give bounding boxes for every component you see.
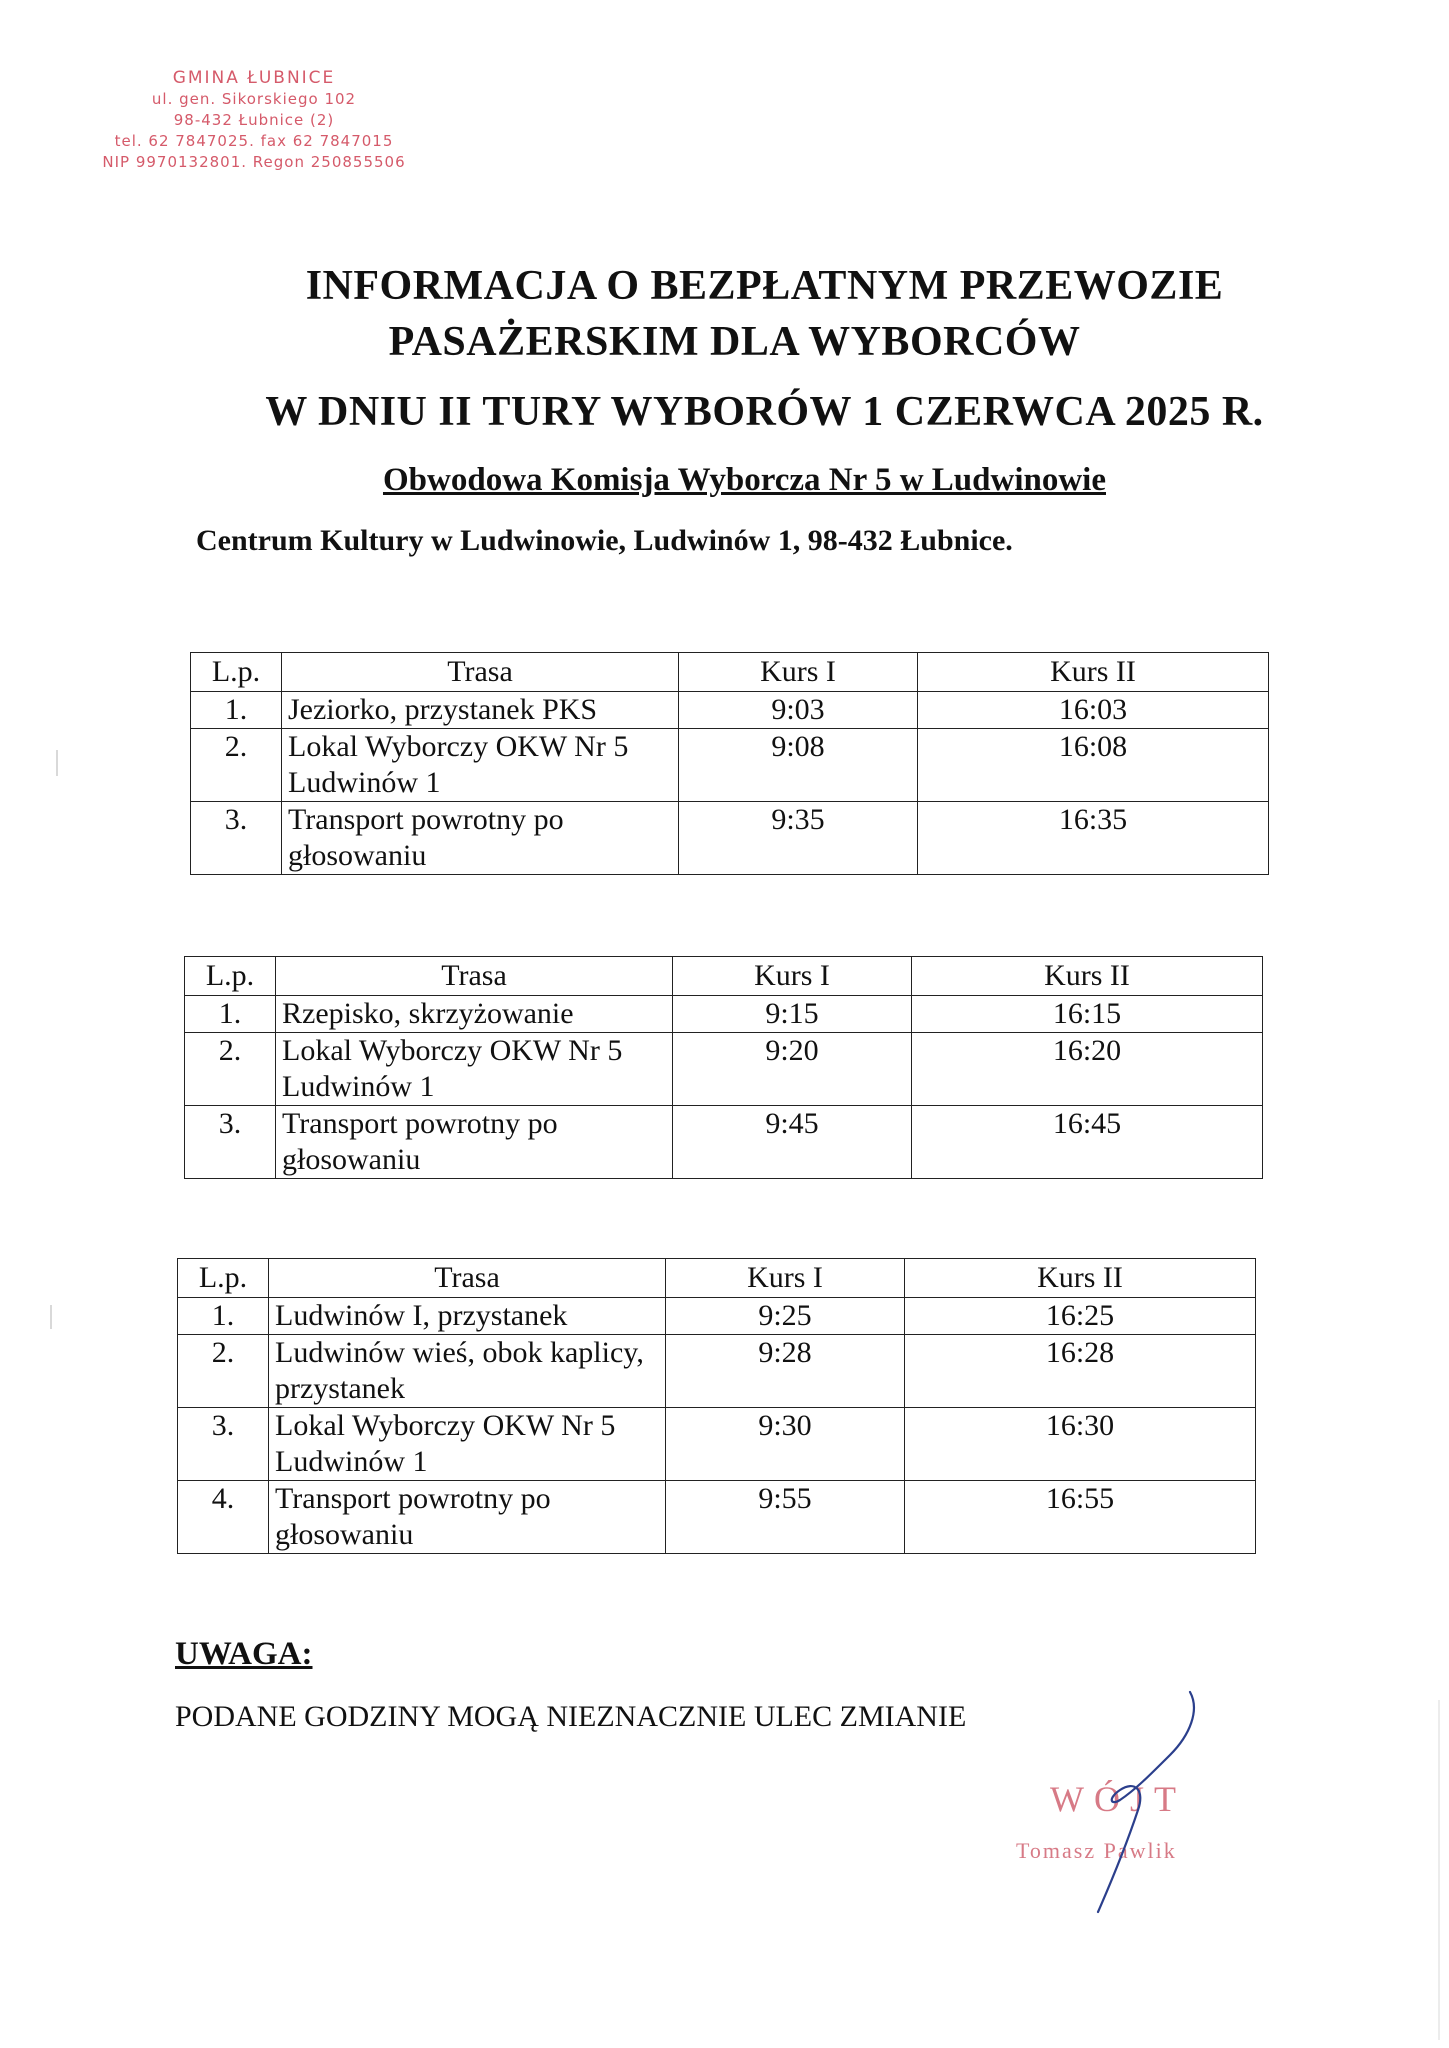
row-course-2: 16:45 (912, 1106, 1263, 1179)
row-course-1: 9:55 (666, 1481, 905, 1554)
row-course-1: 9:30 (666, 1408, 905, 1481)
row-route: Rzepisko, skrzyżowanie (276, 996, 673, 1033)
row-course-1: 9:15 (673, 996, 912, 1033)
row-course-2: 16:35 (918, 802, 1269, 875)
stamp-city: 98-432 Łubnice (2) (173, 111, 335, 129)
row-lp: 3. (191, 802, 282, 875)
title-line-3: W DNIU II TURY WYBORÓW 1 CZERWCA 2025 R. (265, 389, 1264, 435)
table-row (185, 996, 1263, 1033)
table-row (191, 802, 1269, 875)
row-course-2: 16:25 (905, 1298, 1256, 1335)
title-line-2: PASAŻERSKIM DLA WYBORCÓW (388, 319, 1081, 365)
stamp-phone: tel. 62 7847025. fax 62 7847015 (114, 132, 394, 150)
row-course-2: 16:15 (912, 996, 1263, 1033)
stamp-name: GMINA ŁUBNICE (172, 68, 336, 88)
table-row (178, 1335, 1256, 1408)
row-route: Ludwinów wieś, obok kaplicy, przystanek (269, 1335, 666, 1408)
header-route: Trasa (282, 653, 679, 692)
notice-text: PODANE GODZINY MOGĄ NIEZNACZNIE ULEC ZMIANIE (175, 1700, 967, 1733)
row-lp: 2. (178, 1335, 269, 1408)
row-course-1: 9:45 (673, 1106, 912, 1179)
row-course-2: 16:28 (905, 1335, 1256, 1408)
row-lp: 1. (185, 996, 276, 1033)
header-course-1: Kurs I (673, 957, 912, 996)
polling-address: Centrum Kultury w Ludwinowie, Ludwinów 1, 98-432 Łubnice. (196, 524, 1013, 557)
table-row (185, 1033, 1263, 1106)
header-course-1: Kurs I (679, 653, 918, 692)
table-row (191, 692, 1269, 729)
header-course-2: Kurs II (905, 1259, 1256, 1298)
scan-edge-mark (56, 750, 58, 776)
scan-edge-mark (1438, 1700, 1440, 2040)
scan-edge-mark (50, 1305, 52, 1329)
row-lp: 3. (185, 1106, 276, 1179)
row-lp: 1. (191, 692, 282, 729)
row-course-1: 9:03 (679, 692, 918, 729)
row-route: Lokal Wyborczy OKW Nr 5 Ludwinów 1 (276, 1033, 673, 1106)
stamp-street: ul. gen. Sikorskiego 102 (151, 90, 357, 108)
table-row (185, 1106, 1263, 1179)
table-header-row (185, 957, 1263, 996)
schedule-table-2 (184, 956, 1263, 1179)
row-course-2: 16:55 (905, 1481, 1256, 1554)
stamp-ids: NIP 9970132801. Regon 250855506 (102, 153, 406, 171)
row-route: Lokal Wyborczy OKW Nr 5 Ludwinów 1 (282, 729, 679, 802)
row-course-1: 9:20 (673, 1033, 912, 1106)
row-route: Transport powrotny po głosowaniu (282, 802, 679, 875)
signature-stamp-title: WÓJT (1050, 1779, 1186, 1819)
header-route: Trasa (269, 1259, 666, 1298)
table-row (178, 1408, 1256, 1481)
header-route: Trasa (276, 957, 673, 996)
row-course-2: 16:20 (912, 1033, 1263, 1106)
row-lp: 3. (178, 1408, 269, 1481)
header-course-2: Kurs II (918, 653, 1269, 692)
handwritten-signature (1040, 1680, 1220, 1920)
schedule-table-1 (190, 652, 1269, 875)
title-line-1: INFORMACJA O BEZPŁATNYM PRZEWOZIE (305, 263, 1224, 309)
row-lp: 4. (178, 1481, 269, 1554)
row-course-1: 9:35 (679, 802, 918, 875)
row-route: Lokal Wyborczy OKW Nr 5 Ludwinów 1 (269, 1408, 666, 1481)
row-course-1: 9:08 (679, 729, 918, 802)
commission-heading: Obwodowa Komisja Wyborcza Nr 5 w Ludwinowie (382, 462, 1106, 498)
row-lp: 2. (185, 1033, 276, 1106)
row-course-2: 16:03 (918, 692, 1269, 729)
header-course-1: Kurs I (666, 1259, 905, 1298)
header-course-2: Kurs II (912, 957, 1263, 996)
header-lp: L.p. (185, 957, 276, 996)
row-course-1: 9:25 (666, 1298, 905, 1335)
row-lp: 2. (191, 729, 282, 802)
row-lp: 1. (178, 1298, 269, 1335)
signature-stamp-name: Tomasz Pawlik (1016, 1838, 1177, 1863)
table-header-row (178, 1259, 1256, 1298)
row-course-1: 9:28 (666, 1335, 905, 1408)
row-route: Jeziorko, przystanek PKS (282, 692, 679, 729)
schedule-table-3 (177, 1258, 1256, 1554)
row-course-2: 16:08 (918, 729, 1269, 802)
row-route: Transport powrotny po głosowaniu (269, 1481, 666, 1554)
header-lp: L.p. (191, 653, 282, 692)
header-lp: L.p. (178, 1259, 269, 1298)
office-stamp (84, 68, 424, 173)
table-header-row (191, 653, 1269, 692)
table-row (178, 1481, 1256, 1554)
row-route: Transport powrotny po głosowaniu (276, 1106, 673, 1179)
row-course-2: 16:30 (905, 1408, 1256, 1481)
table-row (178, 1298, 1256, 1335)
table-row (191, 729, 1269, 802)
notice-heading: UWAGA: (175, 1636, 313, 1672)
row-route: Ludwinów I, przystanek (269, 1298, 666, 1335)
